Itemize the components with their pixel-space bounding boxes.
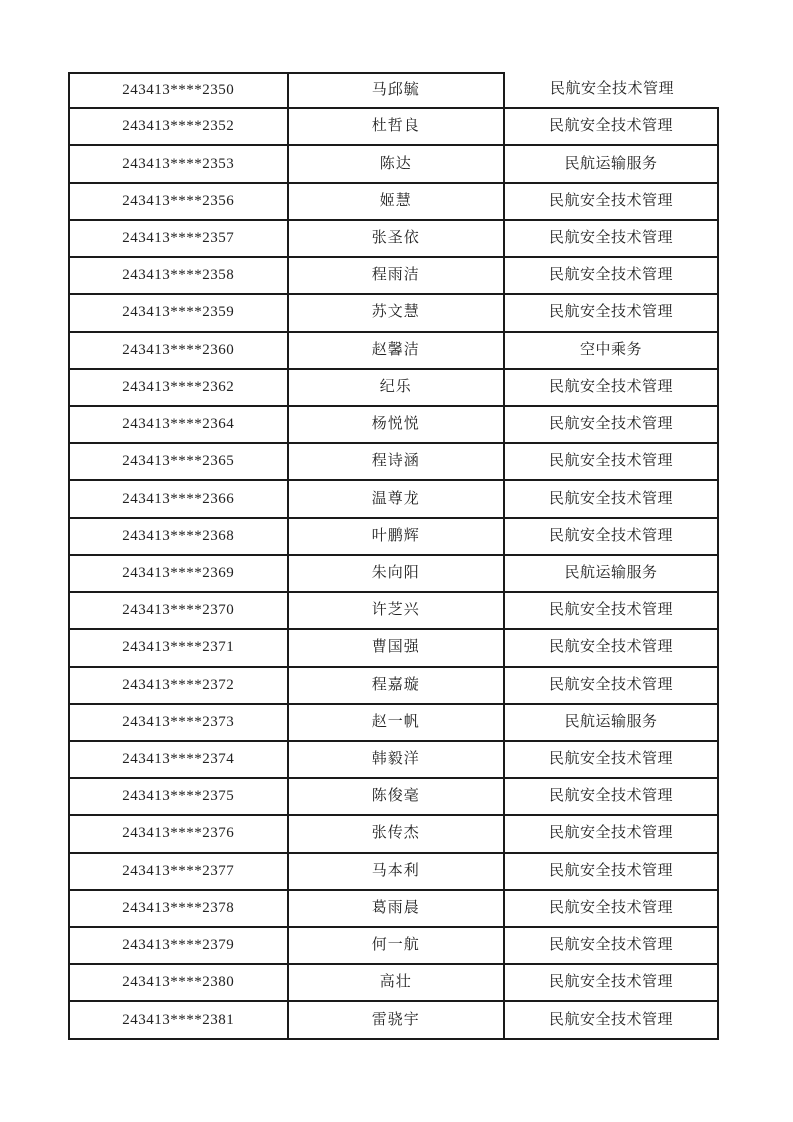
student-name-cell: 陈达 (289, 146, 506, 183)
table-row (68, 407, 719, 444)
major-cell: 民航运输服务 (505, 146, 719, 183)
exam-id-cell: 243413****2366 (68, 481, 289, 518)
student-name-cell: 姬慧 (289, 184, 506, 221)
major-cell: 民航安全技术管理 (505, 668, 719, 705)
student-name-cell: 苏文慧 (289, 295, 506, 332)
exam-id-cell: 243413****2360 (68, 333, 289, 370)
major-cell: 民航安全技术管理 (505, 72, 719, 109)
table-row (68, 1002, 719, 1039)
major-cell: 民航安全技术管理 (505, 444, 719, 481)
student-name-cell: 杨悦悦 (289, 407, 506, 444)
major-cell: 民航安全技术管理 (505, 816, 719, 853)
student-name-cell: 曹国强 (289, 630, 506, 667)
table-row (68, 72, 719, 109)
student-name-cell: 纪乐 (289, 370, 506, 407)
exam-id-cell: 243413****2358 (68, 258, 289, 295)
major-cell: 民航安全技术管理 (505, 184, 719, 221)
student-name-cell: 韩毅洋 (289, 742, 506, 779)
student-name-cell: 程嘉璇 (289, 668, 506, 705)
table-row (68, 891, 719, 928)
exam-id-cell: 243413****2353 (68, 146, 289, 183)
table-row (68, 965, 719, 1002)
table-row (68, 593, 719, 630)
student-name-cell: 张传杰 (289, 816, 506, 853)
student-name-cell: 马邱毓 (289, 72, 506, 109)
student-name-cell: 程诗涵 (289, 444, 506, 481)
major-cell: 民航安全技术管理 (505, 481, 719, 518)
major-cell: 民航安全技术管理 (505, 258, 719, 295)
exam-id-cell: 243413****2359 (68, 295, 289, 332)
exam-id-cell: 243413****2371 (68, 630, 289, 667)
student-name-cell: 杜哲良 (289, 109, 506, 146)
major-cell: 空中乘务 (505, 333, 719, 370)
exam-id-cell: 243413****2381 (68, 1002, 289, 1039)
table-row (68, 481, 719, 518)
major-cell: 民航安全技术管理 (505, 370, 719, 407)
exam-id-cell: 243413****2374 (68, 742, 289, 779)
student-name-cell: 程雨洁 (289, 258, 506, 295)
student-name-cell: 许芝兴 (289, 593, 506, 630)
exam-id-cell: 243413****2356 (68, 184, 289, 221)
exam-id-cell: 243413****2368 (68, 519, 289, 556)
student-name-cell: 何一航 (289, 928, 506, 965)
table-row (68, 370, 719, 407)
student-name-cell: 马本利 (289, 854, 506, 891)
exam-id-cell: 243413****2350 (68, 72, 289, 109)
student-name-cell: 赵馨洁 (289, 333, 506, 370)
exam-id-cell: 243413****2372 (68, 668, 289, 705)
table-row (68, 854, 719, 891)
exam-id-cell: 243413****2352 (68, 109, 289, 146)
exam-id-cell: 243413****2365 (68, 444, 289, 481)
exam-id-cell: 243413****2362 (68, 370, 289, 407)
exam-id-cell: 243413****2377 (68, 854, 289, 891)
student-name-cell: 葛雨晨 (289, 891, 506, 928)
student-name-cell: 雷骁宇 (289, 1002, 506, 1039)
admission-list-table (68, 72, 719, 1040)
exam-id-cell: 243413****2357 (68, 221, 289, 258)
student-name-cell: 高壮 (289, 965, 506, 1002)
exam-id-cell: 243413****2380 (68, 965, 289, 1002)
table-row (68, 333, 719, 370)
major-cell: 民航安全技术管理 (505, 742, 719, 779)
major-cell: 民航安全技术管理 (505, 891, 719, 928)
major-cell: 民航安全技术管理 (505, 854, 719, 891)
table-row (68, 779, 719, 816)
major-cell: 民航运输服务 (505, 556, 719, 593)
table-row (68, 816, 719, 853)
exam-id-cell: 243413****2370 (68, 593, 289, 630)
exam-id-cell: 243413****2375 (68, 779, 289, 816)
table-row (68, 928, 719, 965)
exam-id-cell: 243413****2373 (68, 705, 289, 742)
exam-id-cell: 243413****2376 (68, 816, 289, 853)
major-cell: 民航安全技术管理 (505, 965, 719, 1002)
table-row (68, 519, 719, 556)
major-cell: 民航安全技术管理 (505, 519, 719, 556)
exam-id-cell: 243413****2364 (68, 407, 289, 444)
table-row (68, 258, 719, 295)
table-row (68, 705, 719, 742)
exam-id-cell: 243413****2378 (68, 891, 289, 928)
student-name-cell: 张圣依 (289, 221, 506, 258)
major-cell: 民航安全技术管理 (505, 295, 719, 332)
major-cell: 民航安全技术管理 (505, 779, 719, 816)
exam-id-cell: 243413****2379 (68, 928, 289, 965)
student-name-cell: 叶鹏辉 (289, 519, 506, 556)
major-cell: 民航运输服务 (505, 705, 719, 742)
table-row (68, 668, 719, 705)
table-row (68, 146, 719, 183)
major-cell: 民航安全技术管理 (505, 593, 719, 630)
table-row (68, 444, 719, 481)
student-name-cell: 温尊龙 (289, 481, 506, 518)
table-row (68, 184, 719, 221)
major-cell: 民航安全技术管理 (505, 407, 719, 444)
student-name-cell: 陈俊毫 (289, 779, 506, 816)
exam-id-cell: 243413****2369 (68, 556, 289, 593)
major-cell: 民航安全技术管理 (505, 630, 719, 667)
major-cell: 民航安全技术管理 (505, 221, 719, 258)
table-row (68, 221, 719, 258)
table-row (68, 295, 719, 332)
student-name-cell: 朱向阳 (289, 556, 506, 593)
table-row (68, 556, 719, 593)
student-name-cell: 赵一帆 (289, 705, 506, 742)
table-row (68, 630, 719, 667)
table-row (68, 742, 719, 779)
major-cell: 民航安全技术管理 (505, 1002, 719, 1039)
major-cell: 民航安全技术管理 (505, 109, 719, 146)
major-cell: 民航安全技术管理 (505, 928, 719, 965)
table-row (68, 109, 719, 146)
